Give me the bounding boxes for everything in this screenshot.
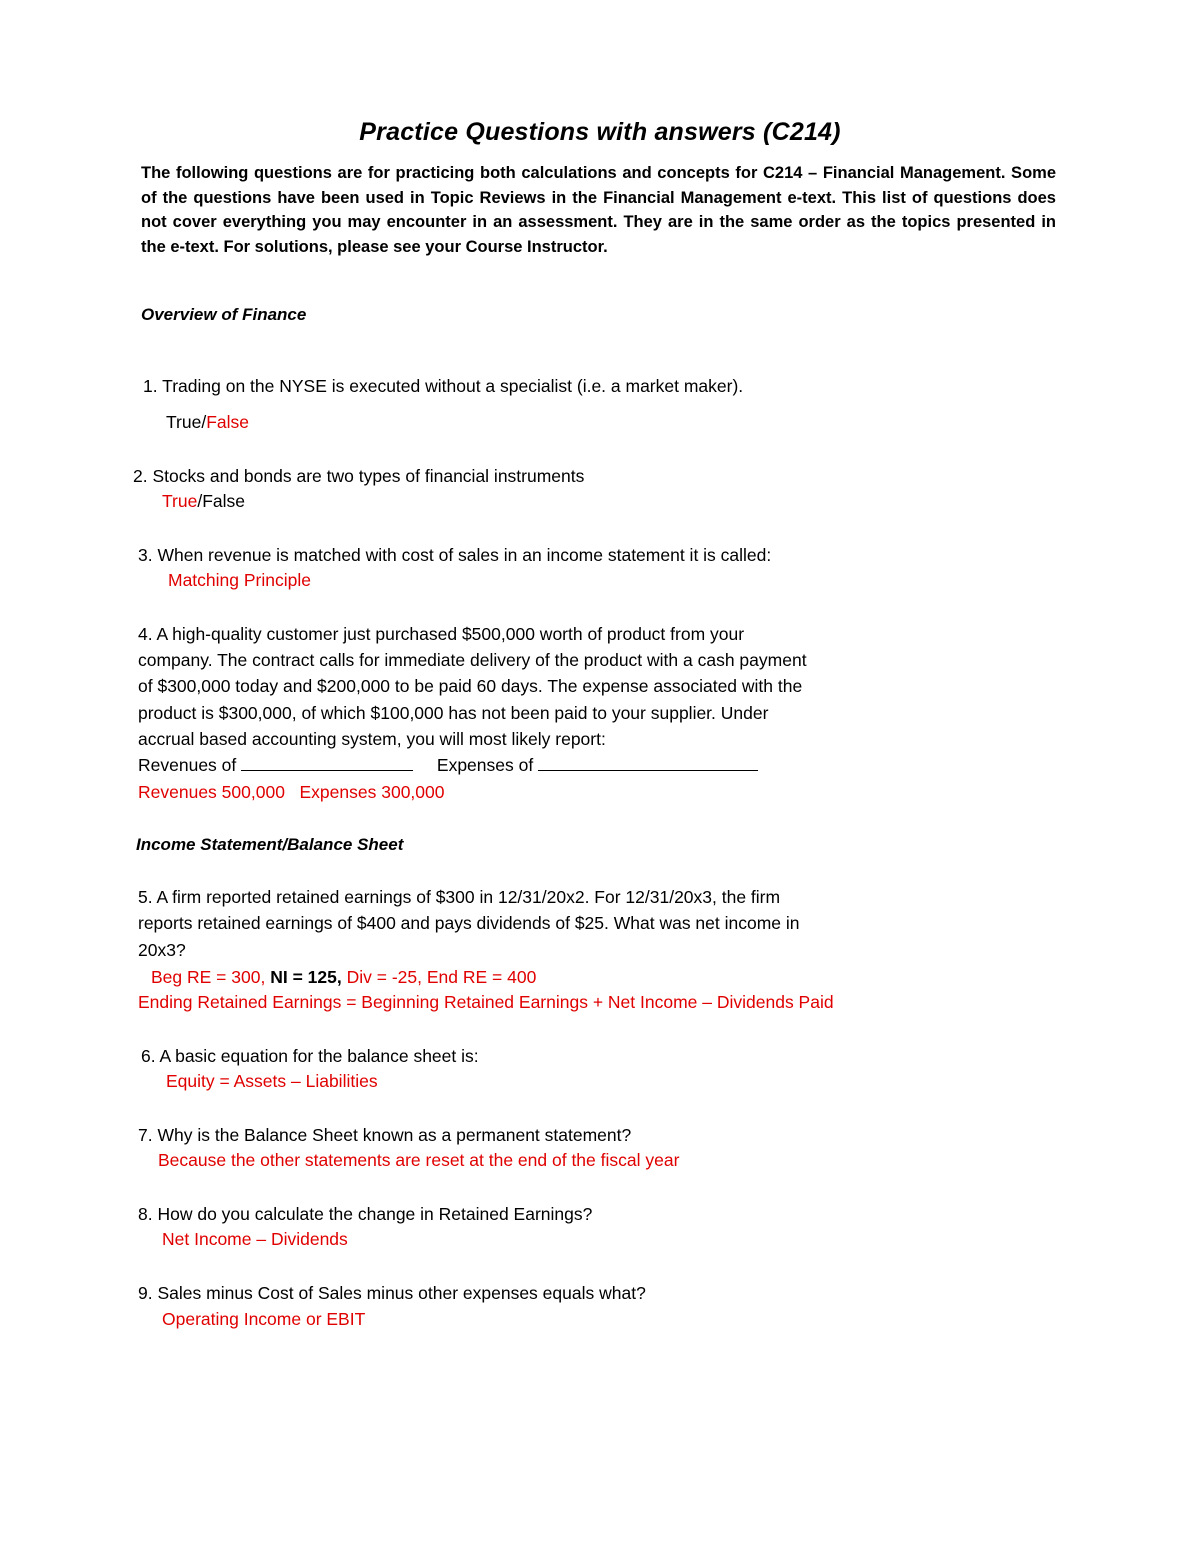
answer-8: Net Income – Dividends: [162, 1229, 348, 1249]
question-4-line-4: product is $300,000, of which $100,000 has not been paid to your supplier. Under: [138, 703, 769, 723]
question-4-line-3: of $300,000 today and $200,000 to be paid 60 days. The expense associated with the: [138, 676, 803, 696]
answer-dividends: Div = -25,: [346, 967, 422, 987]
question-7: [138, 1125, 631, 1146]
question-text: A high-quality customer just purchased $500,000 worth of product from your: [156, 624, 745, 644]
question-text: Trading on the NYSE is executed without a specialist (i.e. a market maker).: [162, 376, 744, 396]
question-number: 1.: [143, 376, 158, 396]
intro-paragraph: The following questions are for practicing both calculations and concepts for C214 – Financial Management. Some of the questions have been used in Topic Reviews in the Financial Management e-text. This list of questions does not cover everything you may encounter in an assessment. They are in the same order as the topics presented in the e-text. For solutions, please see your Course Instructor.: [141, 164, 1056, 256]
question-text: A firm reported retained earnings of $300 in 12/31/20x2. For 12/31/20x3, the firm: [156, 887, 781, 907]
question-9: [138, 1283, 646, 1304]
question-number: 8.: [138, 1204, 153, 1224]
question-6: [141, 1046, 479, 1067]
answer-net-income: NI = 125,: [270, 967, 342, 987]
question-5-line-2: reports retained earnings of $400 and pays dividends of $25. What was net income in: [138, 913, 800, 933]
answer-end-re: End RE = 400: [426, 967, 537, 987]
question-5-line-3: 20x3?: [138, 940, 186, 960]
expenses-blank: [538, 756, 758, 771]
question-text: How do you calculate the change in Retained Earnings?: [157, 1204, 593, 1224]
answer-5-formula: Ending Retained Earnings = Beginning Retained Earnings + Net Income – Dividends Paid: [138, 992, 834, 1012]
question-3: [138, 545, 771, 566]
document-title: Practice Questions with answers (C214): [359, 118, 841, 146]
answer-4: Revenues 500,000 Expenses 300,000: [138, 782, 445, 802]
question-number: 6.: [141, 1046, 156, 1066]
question-5-line-1: [138, 887, 780, 908]
answer-7: Because the other statements are reset at the end of the fiscal year: [158, 1150, 680, 1170]
question-4-line-5: accrual based accounting system, you will most likely report:: [138, 729, 606, 749]
answer-3: Matching Principle: [168, 570, 311, 590]
question-text: A basic equation for the balance sheet is:: [159, 1046, 479, 1066]
answer-9: Operating Income or EBIT: [162, 1309, 366, 1329]
question-2: [133, 466, 584, 487]
section-heading-income: Income Statement/Balance Sheet: [136, 835, 404, 854]
question-8: [138, 1204, 592, 1225]
revenues-blank: [241, 756, 413, 771]
question-4-line-1: [138, 624, 744, 645]
question-number: 7.: [138, 1125, 153, 1145]
expenses-label: Expenses of: [436, 755, 534, 775]
answer-beg-re: Beg RE = 300,: [151, 967, 266, 987]
question-4-blanks: [138, 755, 758, 776]
question-number: 4.: [138, 624, 153, 644]
question-4-line-2: company. The contract calls for immediate delivery of the product with a cash payment: [138, 650, 807, 670]
revenues-label: Revenues of: [138, 755, 237, 775]
question-number: 2.: [133, 466, 148, 486]
option-true: True/: [166, 412, 207, 432]
question-1: [143, 376, 743, 397]
question-number: 5.: [138, 887, 153, 907]
option-false-correct: False: [206, 412, 249, 432]
question-number: 3.: [138, 545, 153, 565]
answer-5-values: [151, 967, 536, 988]
answer-1: [166, 412, 249, 433]
question-text: Why is the Balance Sheet known as a permanent statement?: [157, 1125, 632, 1145]
question-text: Stocks and bonds are two types of financial instruments: [152, 466, 585, 486]
option-true-correct: True: [162, 491, 198, 511]
answer-6: Equity = Assets – Liabilities: [166, 1071, 378, 1091]
question-number: 9.: [138, 1283, 153, 1303]
section-heading-overview: Overview of Finance: [141, 305, 307, 324]
option-false: /False: [197, 491, 245, 511]
question-text: When revenue is matched with cost of sales in an income statement it is called:: [157, 545, 772, 565]
answer-2: [162, 491, 245, 512]
question-text: Sales minus Cost of Sales minus other expenses equals what?: [157, 1283, 646, 1303]
